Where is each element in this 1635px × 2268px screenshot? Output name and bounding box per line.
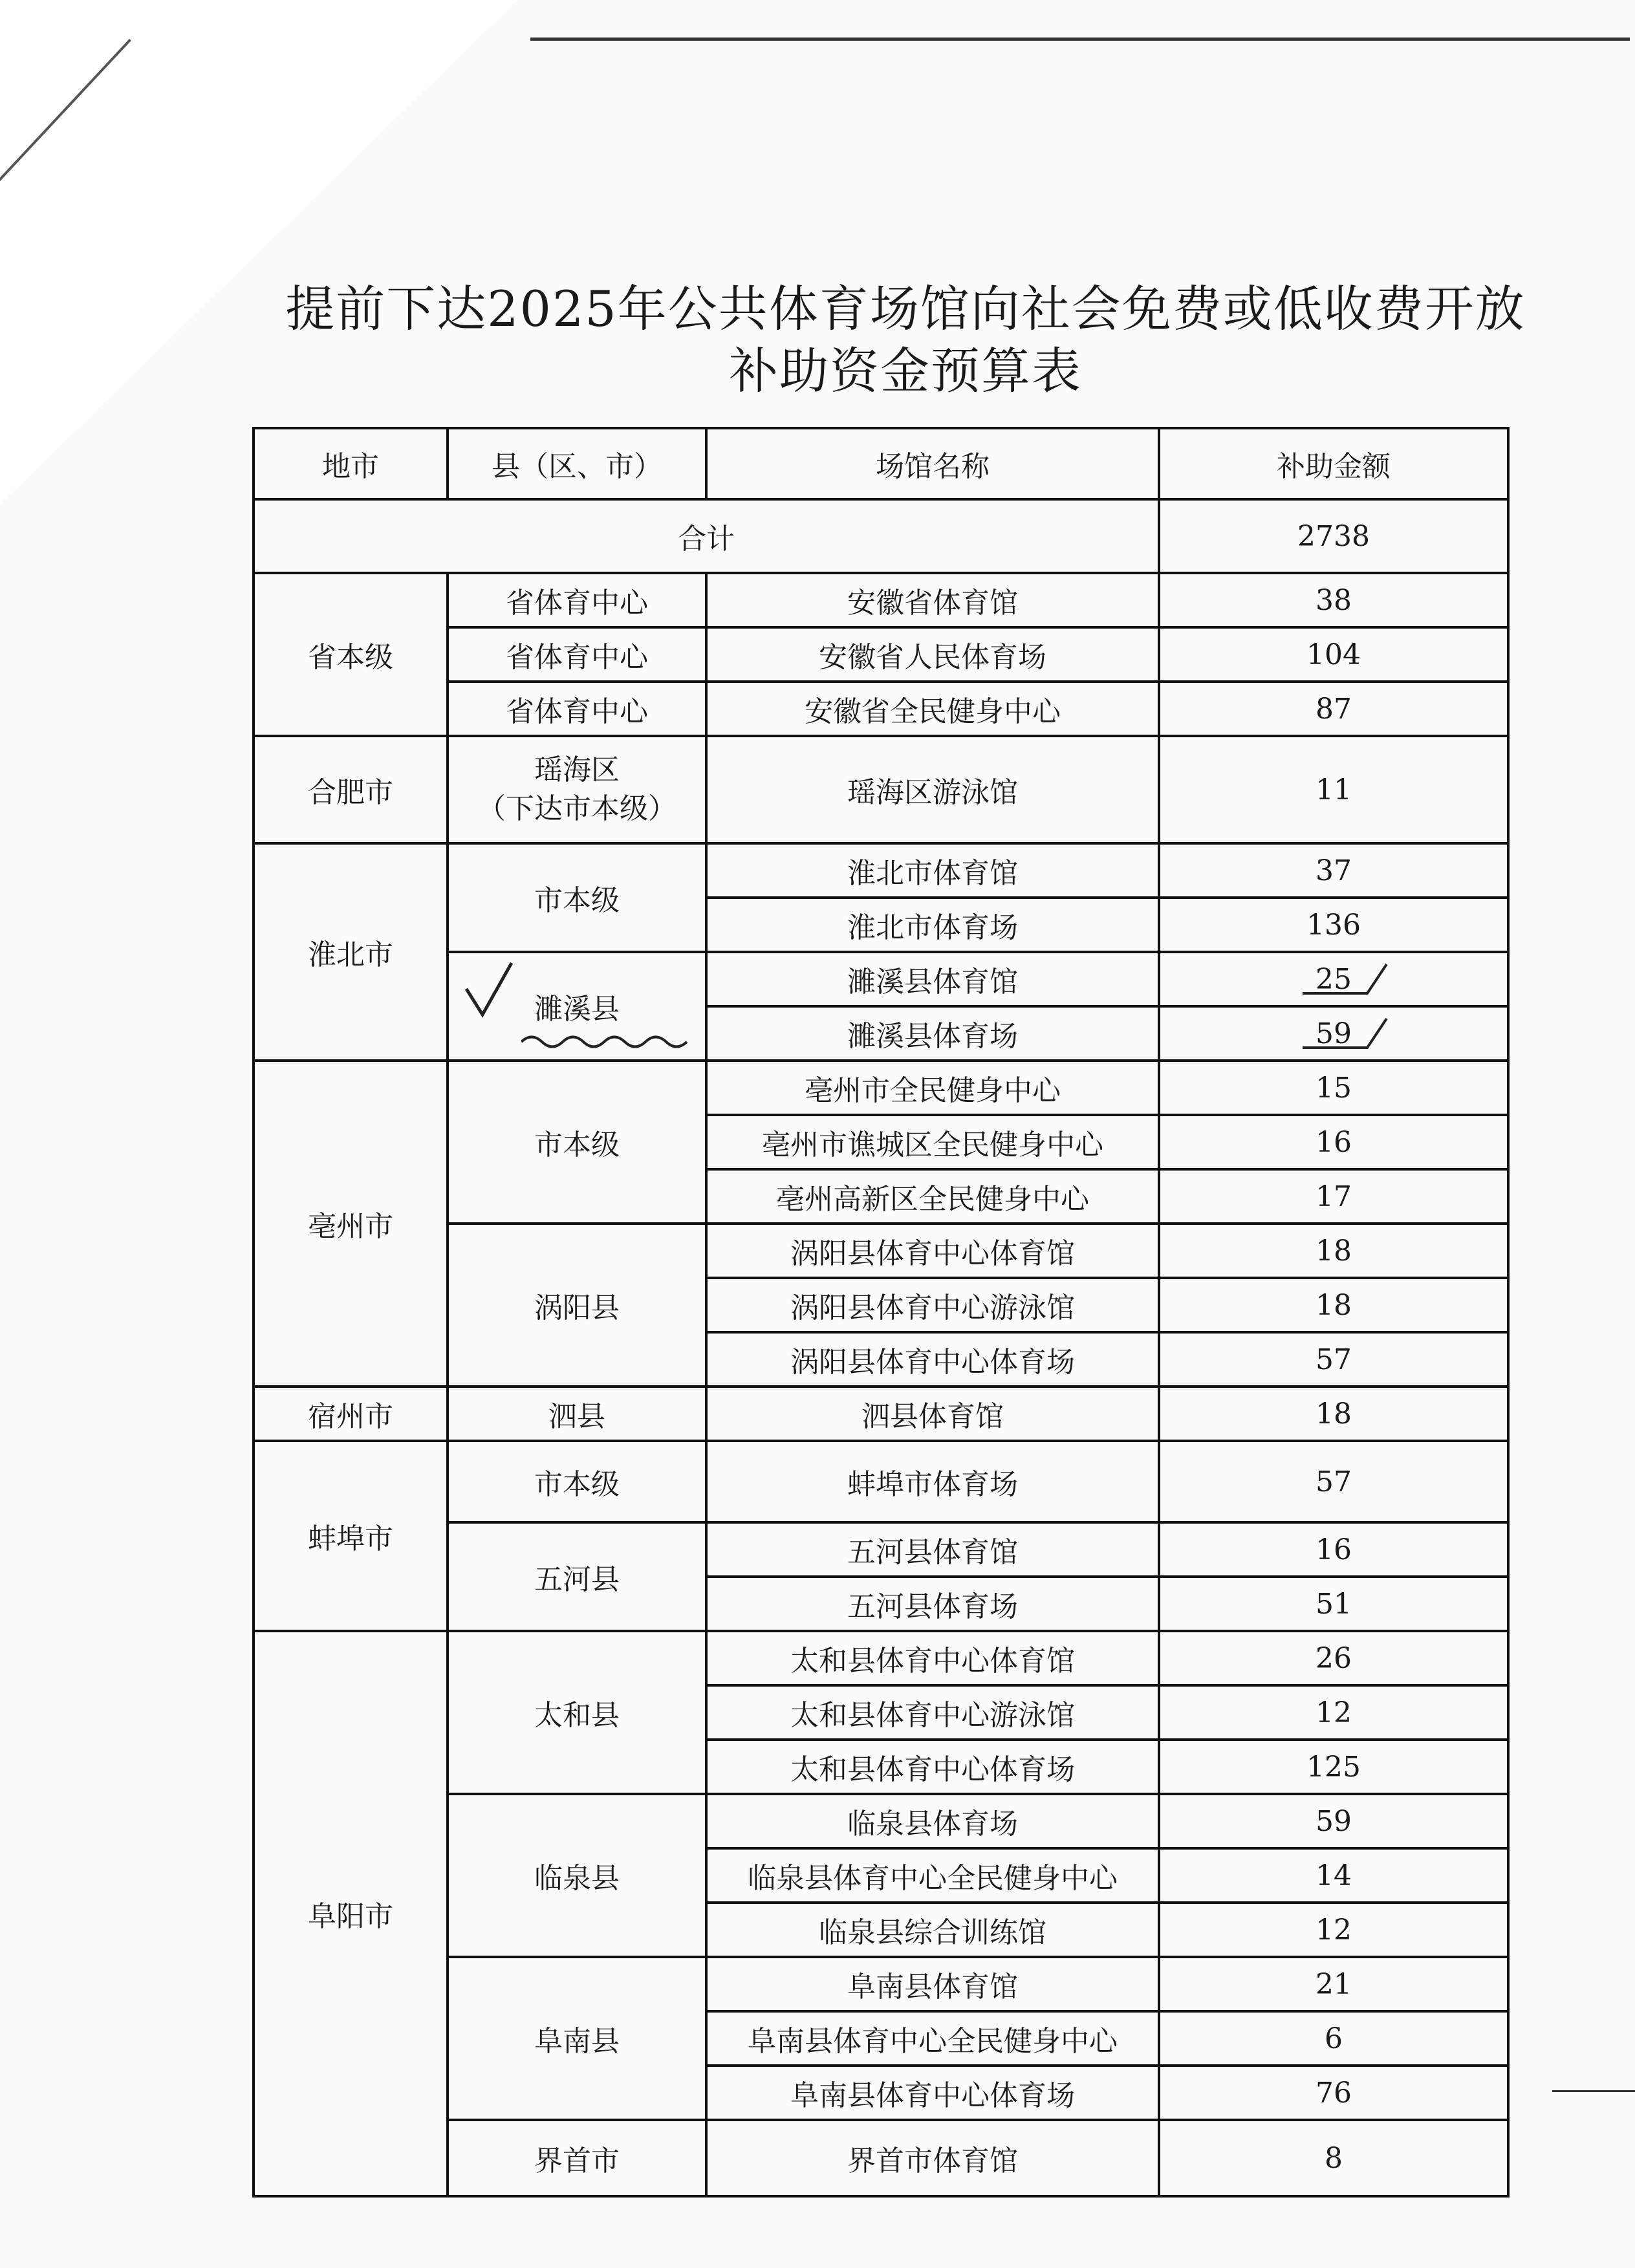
amount-cell: 18 bbox=[1159, 1224, 1508, 1278]
title-line-2: 补助资金预算表 bbox=[729, 342, 1082, 400]
table-row bbox=[254, 1061, 1508, 1115]
tick-mark-icon bbox=[1303, 958, 1393, 1003]
amount-cell: 12 bbox=[1159, 1903, 1508, 1957]
venue-cell: 亳州市谯城区全民健身中心 bbox=[706, 1115, 1159, 1169]
amount-cell bbox=[1159, 952, 1508, 1006]
county-cell: 泗县 bbox=[448, 1387, 706, 1441]
amount-cell: 104 bbox=[1159, 627, 1508, 682]
county-cell: 临泉县 bbox=[448, 1794, 706, 1957]
document-title bbox=[285, 278, 1526, 402]
venue-cell: 亳州市全民健身中心 bbox=[706, 1061, 1159, 1115]
city-cell: 阜阳市 bbox=[254, 1631, 448, 2196]
amount-cell bbox=[1159, 1006, 1508, 1061]
title-line-1: 提前下达2025年公共体育场馆向社会免费或低收费开放 bbox=[285, 280, 1526, 338]
city-cell: 合肥市 bbox=[254, 736, 448, 843]
amount-cell: 76 bbox=[1159, 2066, 1508, 2120]
venue-cell: 五河县体育馆 bbox=[706, 1522, 1159, 1577]
county-cell: 涡阳县 bbox=[448, 1224, 706, 1387]
venue-cell: 安徽省全民健身中心 bbox=[706, 682, 1159, 736]
amount-cell: 11 bbox=[1159, 736, 1508, 843]
venue-cell: 涡阳县体育中心体育馆 bbox=[706, 1224, 1159, 1278]
budget-table bbox=[252, 427, 1510, 2198]
venue-cell: 淮北市体育场 bbox=[706, 898, 1159, 952]
county-cell: 五河县 bbox=[448, 1522, 706, 1631]
amount-cell: 15 bbox=[1159, 1061, 1508, 1115]
header-city: 地市 bbox=[254, 428, 448, 499]
total-row bbox=[254, 499, 1508, 573]
venue-cell: 太和县体育中心游泳馆 bbox=[706, 1685, 1159, 1740]
city-cell: 亳州市 bbox=[254, 1061, 448, 1387]
county-cell: 省体育中心 bbox=[448, 573, 706, 627]
county-cell: 市本级 bbox=[448, 1061, 706, 1224]
table-row bbox=[254, 1441, 1508, 1522]
header-amount: 补助金额 bbox=[1159, 428, 1508, 499]
venue-cell: 阜南县体育中心全民健身中心 bbox=[706, 2011, 1159, 2066]
amount-cell: 18 bbox=[1159, 1387, 1508, 1441]
amount-marked bbox=[1316, 963, 1352, 996]
county-cell bbox=[448, 736, 706, 843]
scan-edge-line bbox=[1552, 2090, 1635, 2092]
county-cell: 界首市 bbox=[448, 2120, 706, 2196]
venue-cell: 界首市体育馆 bbox=[706, 2120, 1159, 2196]
venue-cell: 五河县体育场 bbox=[706, 1577, 1159, 1631]
header-county: 县（区、市） bbox=[448, 428, 706, 499]
county-marked bbox=[534, 986, 620, 1027]
amount-cell: 59 bbox=[1159, 1794, 1508, 1848]
county-cell: 市本级 bbox=[448, 843, 706, 952]
table-header-row bbox=[254, 428, 1508, 499]
amount-cell: 57 bbox=[1159, 1441, 1508, 1522]
county-cell: 市本级 bbox=[448, 1441, 706, 1522]
venue-cell: 涡阳县体育中心游泳馆 bbox=[706, 1278, 1159, 1332]
table-row bbox=[254, 573, 1508, 627]
amount-cell: 38 bbox=[1159, 573, 1508, 627]
county-cell: 太和县 bbox=[448, 1631, 706, 1794]
table-row bbox=[254, 1387, 1508, 1441]
county-line-2: （下达市本级） bbox=[477, 792, 677, 825]
county-cell: 省体育中心 bbox=[448, 627, 706, 682]
table-row bbox=[254, 1631, 1508, 1685]
amount-cell: 51 bbox=[1159, 1577, 1508, 1631]
amount-cell: 6 bbox=[1159, 2011, 1508, 2066]
venue-cell: 太和县体育中心体育馆 bbox=[706, 1631, 1159, 1685]
amount-cell: 21 bbox=[1159, 1957, 1508, 2011]
venue-cell: 涡阳县体育中心体育场 bbox=[706, 1332, 1159, 1387]
venue-cell: 太和县体育中心体育场 bbox=[706, 1740, 1159, 1794]
venue-cell: 阜南县体育中心体育场 bbox=[706, 2066, 1159, 2120]
amount-cell: 37 bbox=[1159, 843, 1508, 898]
venue-cell: 安徽省体育馆 bbox=[706, 573, 1159, 627]
county-label: 濉溪县 bbox=[534, 993, 620, 1026]
underline-squiggle-icon bbox=[521, 1032, 689, 1052]
city-cell: 省本级 bbox=[254, 573, 448, 736]
tick-mark-icon bbox=[1303, 1012, 1393, 1057]
amount-cell: 125 bbox=[1159, 1740, 1508, 1794]
amount-cell: 136 bbox=[1159, 898, 1508, 952]
total-value: 2738 bbox=[1159, 499, 1508, 573]
county-cell: 阜南县 bbox=[448, 1957, 706, 2120]
amount-cell: 26 bbox=[1159, 1631, 1508, 1685]
scan-edge-line bbox=[530, 38, 1630, 41]
county-line-1: 瑶海区 bbox=[534, 753, 620, 786]
venue-cell: 蚌埠市体育场 bbox=[706, 1441, 1159, 1522]
amount-marked bbox=[1316, 1017, 1352, 1050]
amount-cell: 57 bbox=[1159, 1332, 1508, 1387]
table-row bbox=[254, 843, 1508, 898]
amount-cell: 87 bbox=[1159, 682, 1508, 736]
venue-cell: 亳州高新区全民健身中心 bbox=[706, 1169, 1159, 1224]
venue-cell: 阜南县体育馆 bbox=[706, 1957, 1159, 2011]
amount-cell: 18 bbox=[1159, 1278, 1508, 1332]
county-cell: 省体育中心 bbox=[448, 682, 706, 736]
venue-cell: 临泉县体育场 bbox=[706, 1794, 1159, 1848]
county-cell bbox=[448, 952, 706, 1061]
venue-cell: 泗县体育馆 bbox=[706, 1387, 1159, 1441]
venue-cell: 淮北市体育馆 bbox=[706, 843, 1159, 898]
table-row bbox=[254, 736, 1508, 843]
venue-cell: 瑶海区游泳馆 bbox=[706, 736, 1159, 843]
venue-cell: 安徽省人民体育场 bbox=[706, 627, 1159, 682]
checkmark-icon bbox=[463, 960, 515, 1018]
venue-cell: 临泉县综合训练馆 bbox=[706, 1903, 1159, 1957]
city-cell: 宿州市 bbox=[254, 1387, 448, 1441]
header-venue: 场馆名称 bbox=[706, 428, 1159, 499]
amount-value: 25 bbox=[1316, 962, 1352, 996]
venue-cell: 濉溪县体育馆 bbox=[706, 952, 1159, 1006]
city-cell: 淮北市 bbox=[254, 843, 448, 1061]
amount-cell: 16 bbox=[1159, 1522, 1508, 1577]
amount-cell: 17 bbox=[1159, 1169, 1508, 1224]
city-cell: 蚌埠市 bbox=[254, 1441, 448, 1631]
venue-cell: 濉溪县体育场 bbox=[706, 1006, 1159, 1061]
amount-value: 59 bbox=[1316, 1017, 1352, 1050]
amount-cell: 14 bbox=[1159, 1848, 1508, 1903]
total-label: 合计 bbox=[254, 499, 1159, 573]
venue-cell: 临泉县体育中心全民健身中心 bbox=[706, 1848, 1159, 1903]
amount-cell: 16 bbox=[1159, 1115, 1508, 1169]
amount-cell: 12 bbox=[1159, 1685, 1508, 1740]
amount-cell: 8 bbox=[1159, 2120, 1508, 2196]
